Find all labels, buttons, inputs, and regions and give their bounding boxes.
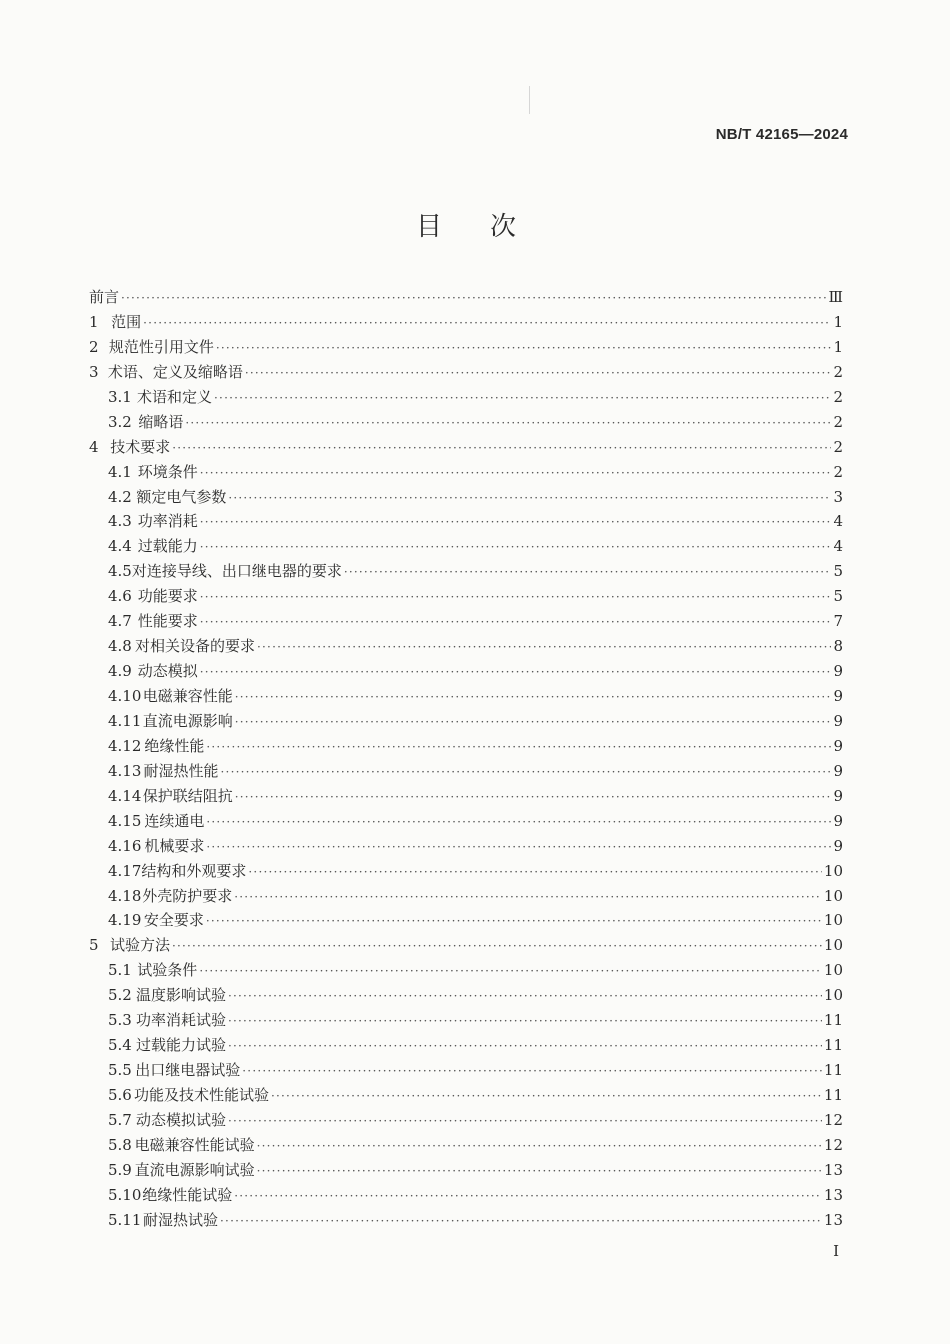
dot-leader <box>228 1039 822 1053</box>
toc-entry-page: 11 <box>823 1011 843 1030</box>
toc-entry-label: 电磁兼容性能 <box>142 687 233 705</box>
toc-entry-number: 1 <box>89 312 99 331</box>
dot-leader <box>257 1164 822 1178</box>
toc-entry-page: 5 <box>833 587 843 606</box>
dot-leader <box>235 690 831 704</box>
toc-entry-number: 4.11 <box>108 711 142 730</box>
toc-entry-label: 动态模拟 <box>137 662 198 681</box>
toc-entry-number: 5.2 <box>108 986 132 1005</box>
dot-leader <box>235 715 831 729</box>
toc-entry-page: 13 <box>823 1160 843 1179</box>
toc-entry[interactable] <box>89 860 843 885</box>
toc-entry-label: 缩略语 <box>138 412 184 431</box>
toc-entry-number: 5 <box>89 936 99 955</box>
toc-entry[interactable] <box>89 461 843 486</box>
toc-entry-label: 功能及技术性能试验 <box>133 1086 269 1104</box>
dot-leader <box>200 515 831 529</box>
toc-entry-number: 4.2 <box>108 487 132 506</box>
toc-entry-number: 3 <box>89 362 99 381</box>
dot-leader <box>172 939 822 953</box>
dot-leader <box>245 366 831 380</box>
toc-entry-number: 4.4 <box>108 537 132 556</box>
dot-leader <box>228 1014 822 1028</box>
dot-leader <box>143 316 831 330</box>
toc-entry-number: 5.11 <box>108 1210 142 1229</box>
toc-entry-label: 术语、定义及缩略语 <box>107 362 243 381</box>
toc-entry-label: 直流电源影响试验 <box>134 1160 255 1179</box>
dot-leader <box>234 1189 822 1203</box>
toc-entry-label: 连续通电 <box>144 811 205 830</box>
toc-entry-number: 4.6 <box>108 587 132 606</box>
toc-entry[interactable] <box>89 835 843 860</box>
dot-leader <box>228 1114 822 1128</box>
toc-entry[interactable] <box>89 510 843 535</box>
toc-entry[interactable] <box>89 735 843 760</box>
toc-entry-number: 5.7 <box>108 1110 132 1129</box>
toc-entry[interactable] <box>89 635 843 660</box>
dot-leader <box>206 840 831 854</box>
dot-leader <box>200 615 831 629</box>
dot-leader <box>257 1139 822 1153</box>
toc-entry-label: 规范性引用文件 <box>108 337 214 356</box>
toc-entry[interactable] <box>89 1184 843 1209</box>
toc-entry-label: 功能要求 <box>137 587 198 606</box>
toc-entry-page: 11 <box>823 1086 843 1104</box>
toc-entry-label: 耐湿热试验 <box>143 1210 219 1229</box>
toc-entry-number: 5.3 <box>108 1011 132 1030</box>
toc-entry-label: 动态模拟试验 <box>135 1110 226 1129</box>
toc-entry-label: 前言 <box>89 288 120 306</box>
toc-entry[interactable] <box>89 1084 843 1109</box>
dot-leader <box>235 790 831 804</box>
toc-entry-label: 过载能力 <box>137 537 198 556</box>
toc-entry-page: 10 <box>823 861 843 880</box>
toc-entry-page: 10 <box>823 936 843 955</box>
dot-leader <box>344 565 831 579</box>
toc-entry-number: 5.8 <box>108 1135 132 1154</box>
toc-entry-page: 8 <box>833 637 843 656</box>
toc-entry-label: 耐湿热性能 <box>143 761 219 780</box>
toc-entry-label: 温度影响试验 <box>135 986 226 1005</box>
toc-entry-page: 2 <box>833 462 843 481</box>
toc-entry[interactable] <box>89 585 843 610</box>
toc-entry-label: 机械要求 <box>144 836 205 855</box>
toc-entry-page: 4 <box>833 537 843 556</box>
toc-entry[interactable] <box>89 361 843 386</box>
toc-entry[interactable] <box>89 1209 843 1234</box>
toc-entry-page: 7 <box>833 612 843 631</box>
toc-entry-label: 性能要求 <box>137 612 198 631</box>
toc-entry[interactable] <box>89 336 843 361</box>
toc-entry[interactable] <box>89 486 843 511</box>
dot-leader <box>172 441 831 455</box>
toc-entry-number: 4.5 <box>108 562 132 581</box>
toc-entry[interactable] <box>89 311 843 336</box>
dot-leader <box>121 291 827 305</box>
toc-entry-label: 额定电气参数 <box>136 487 227 506</box>
toc-entry-number: 5.6 <box>108 1086 132 1104</box>
toc-entry[interactable] <box>89 1034 843 1059</box>
toc-entry-label: 绝缘性能试验 <box>142 1185 233 1204</box>
toc-entry[interactable] <box>89 436 843 461</box>
toc-entry[interactable] <box>89 810 843 835</box>
toc-entry-page: 10 <box>823 986 843 1005</box>
toc-entry[interactable] <box>89 411 843 436</box>
toc-entry-page: 9 <box>833 761 843 780</box>
dot-leader <box>228 491 831 505</box>
toc-entry-page: 2 <box>833 412 843 431</box>
toc-entry-number: 3.2 <box>108 412 132 431</box>
dot-leader <box>185 416 831 430</box>
toc-entry-page: 10 <box>823 961 843 980</box>
dot-leader <box>200 665 831 679</box>
toc-entry-label: 功率消耗 <box>137 512 198 531</box>
toc-entry-page: 2 <box>833 387 843 406</box>
toc-entry-number: 4 <box>89 437 99 456</box>
dot-leader <box>199 964 822 978</box>
toc-entry-number: 5.5 <box>108 1061 132 1080</box>
toc-entry-label: 环境条件 <box>137 462 198 481</box>
toc-entry-page: 9 <box>833 687 843 705</box>
toc-entry-number: 5.4 <box>108 1036 132 1055</box>
toc-entry-number: 4.14 <box>108 786 142 805</box>
toc-entry-page: 9 <box>833 662 843 681</box>
toc-entry-number: 4.19 <box>108 911 142 930</box>
toc-entry[interactable] <box>89 760 843 785</box>
dot-leader <box>257 640 831 654</box>
toc-entry-page: 10 <box>823 886 843 905</box>
toc-entry-page: 12 <box>823 1135 843 1154</box>
toc-entry-page: 4 <box>833 512 843 531</box>
toc-entry[interactable] <box>89 560 843 585</box>
toc-entry-number: 4.3 <box>108 512 132 531</box>
toc-entry[interactable] <box>89 1134 843 1159</box>
dot-leader <box>234 890 822 904</box>
toc-entry[interactable] <box>89 660 843 685</box>
toc-entry-number: 3.1 <box>108 387 132 406</box>
toc-entry[interactable] <box>89 934 843 959</box>
toc-entry-page: Ⅲ <box>828 288 843 306</box>
toc-entry-page: 5 <box>833 562 843 581</box>
toc-entry-page: 11 <box>823 1036 843 1055</box>
toc-entry-number: 5.9 <box>108 1160 132 1179</box>
toc-entry-label: 术语和定义 <box>137 387 213 406</box>
toc-entry-number: 4.18 <box>108 886 142 905</box>
toc-entry[interactable] <box>89 535 843 560</box>
toc-entry[interactable] <box>89 685 843 710</box>
toc-entry-label: 保护联结阻抗 <box>142 786 233 805</box>
toc-entry[interactable] <box>89 1059 843 1084</box>
toc-entry[interactable] <box>89 286 843 311</box>
dot-leader <box>271 1089 822 1103</box>
toc-entry-page: 2 <box>833 362 843 381</box>
toc-entry-number: 4.15 <box>108 811 142 830</box>
toc-entry[interactable] <box>89 785 843 810</box>
toc-entry-number: 5.1 <box>108 961 132 980</box>
toc-entry-label: 过载能力试验 <box>135 1036 226 1055</box>
toc-entry-label: 结构和外观要求 <box>141 861 247 880</box>
toc-entry-page: 3 <box>833 487 843 506</box>
dot-leader <box>220 1214 822 1228</box>
toc-entry-label: 范围 <box>111 312 142 331</box>
toc-entry-number: 2 <box>89 337 99 356</box>
dot-leader <box>200 590 831 604</box>
scan-mark <box>529 86 530 114</box>
toc-entry-label: 电磁兼容性能试验 <box>134 1135 255 1154</box>
toc-entry[interactable] <box>89 984 843 1009</box>
toc-entry-page: 13 <box>823 1185 843 1204</box>
page-number: I <box>833 1242 839 1260</box>
dot-leader <box>216 341 831 355</box>
toc-entry-label: 直流电源影响 <box>142 711 233 730</box>
dot-leader <box>206 740 831 754</box>
toc-entry-page: 2 <box>833 437 843 456</box>
toc-entry[interactable] <box>89 1159 843 1184</box>
toc-entry-page: 9 <box>833 786 843 805</box>
toc-entry-number: 4.7 <box>108 612 132 631</box>
toc-entry-label: 出口继电器试验 <box>135 1061 241 1080</box>
toc-entry-number: 4.10 <box>108 687 142 705</box>
toc-entry[interactable] <box>89 610 843 635</box>
dot-leader <box>228 989 822 1003</box>
toc-entry-label: 对连接导线、出口继电器的要求 <box>131 562 342 581</box>
dot-leader <box>242 1064 822 1078</box>
toc-entry[interactable] <box>89 959 843 984</box>
dot-leader <box>206 815 831 829</box>
toc-entry-page: 11 <box>823 1061 843 1080</box>
toc-entry-number: 4.16 <box>108 836 142 855</box>
toc-entry-page: 9 <box>833 811 843 830</box>
dot-leader <box>214 391 831 405</box>
dot-leader <box>200 466 831 480</box>
toc-entry-label: 外壳防护要求 <box>142 886 233 905</box>
toc-entry-label: 功率消耗试验 <box>135 1011 226 1030</box>
toc-entry[interactable] <box>89 1109 843 1134</box>
toc-entry[interactable] <box>89 885 843 910</box>
toc-entry[interactable] <box>89 710 843 735</box>
toc-entry[interactable] <box>89 909 843 934</box>
toc-entry-page: 1 <box>833 312 843 331</box>
toc-entry-page: 13 <box>823 1210 843 1229</box>
toc-entry-label: 试验方法 <box>109 936 170 955</box>
toc-entry[interactable] <box>89 1009 843 1034</box>
page-title: 目次 <box>415 212 564 242</box>
toc-entry-page: 12 <box>823 1110 843 1129</box>
toc-entry-label: 技术要求 <box>110 437 171 456</box>
toc-entry[interactable] <box>89 386 843 411</box>
toc-entry-page: 10 <box>823 911 843 930</box>
toc-entry-number: 4.9 <box>108 662 132 681</box>
dot-leader <box>206 914 822 928</box>
toc-entry-number: 5.10 <box>108 1185 142 1204</box>
toc-entry-label: 安全要求 <box>143 911 204 930</box>
toc-entry-label: 对相关设备的要求 <box>135 637 256 656</box>
toc-entry-number: 4.17 <box>108 861 142 880</box>
toc-entry-label: 试验条件 <box>137 961 198 980</box>
dot-leader <box>248 865 821 879</box>
toc-entry-label: 绝缘性能 <box>144 736 205 755</box>
table-of-contents <box>89 286 843 1234</box>
dot-leader <box>221 765 831 779</box>
toc-entry-number: 4.1 <box>108 462 132 481</box>
toc-entry-number: 4.12 <box>108 736 142 755</box>
dot-leader <box>200 540 831 554</box>
toc-entry-page: 9 <box>833 736 843 755</box>
toc-entry-page: 1 <box>833 337 843 356</box>
toc-entry-page: 9 <box>833 711 843 730</box>
standard-code: NB/T 42165—2024 <box>715 126 848 143</box>
toc-entry-number: 4.8 <box>108 637 132 656</box>
toc-entry-number: 4.13 <box>108 761 142 780</box>
toc-entry-page: 9 <box>833 836 843 855</box>
